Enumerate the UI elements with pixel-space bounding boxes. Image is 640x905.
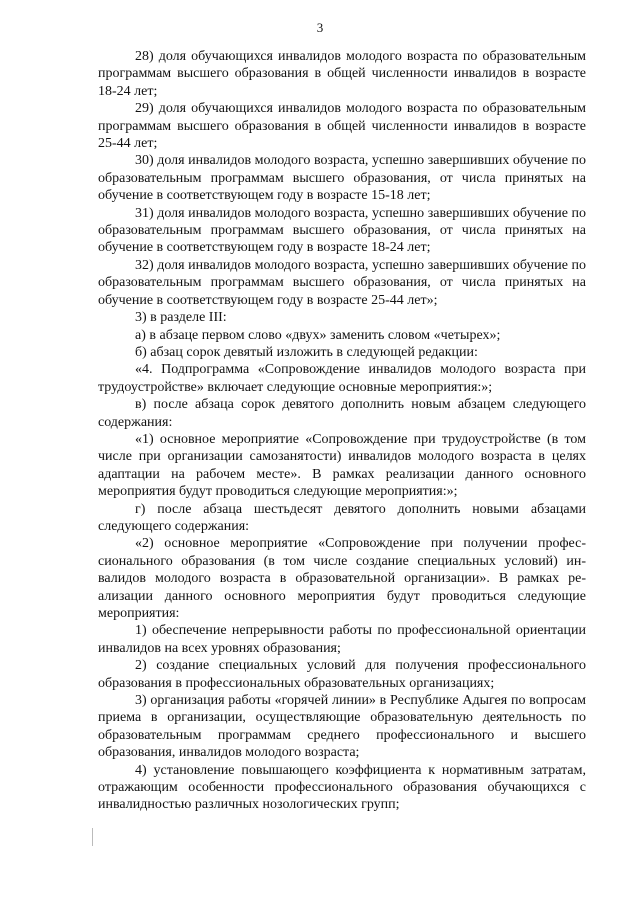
paragraph-activity-1: 1) обеспечение непрерывности работы по профессиональной ориентации инвалидов на всех уровнях образования; bbox=[98, 623, 586, 656]
page-number: 3 bbox=[316, 20, 324, 35]
paragraph-item-29: 29) доля обучающихся инвалидов молодого возраста по образовательным программам высшего образования в общей численности инвалидов в возрасте 25-44 лет; bbox=[98, 101, 586, 152]
paragraph-measure-1: «1) основное мероприятие «Сопровождение при трудоустройстве (в том числе при организации самозанятости) инвалидов молодого возраста в целях адаптации на рабочем месте». В рамках реализации данного основного мероприятия будут проводиться следующие мероприятия:»; bbox=[98, 431, 586, 500]
paragraph-item-28: 28) доля обучающихся инвалидов молодого возраста по образовательным программам высшего образования в общей численности инвалидов в возрасте 18-24 лет; bbox=[98, 49, 586, 99]
paragraph-activity-2: 2) создание специальных условий для получения профессионального образования в профессиональных образовательных организациях; bbox=[98, 658, 586, 691]
paragraph-amend-v: в) после абзаца сорок девятого дополнить новым абзацем следующего содержания: bbox=[98, 397, 586, 430]
paragraph-item-31: 31) доля инвалидов молодого возраста, успешно завершивших обучение по образовательным программам высшего образования, от числа принятых на обучение в соответствующем году в возрасте 18-24 лет; bbox=[98, 205, 586, 256]
paragraph-subprogram-4: «4. Подпрограмма «Сопровождение инвалидов молодого возраста при трудоустройстве» включает следующие основные мероприятия:»; bbox=[98, 362, 586, 395]
paragraph-item-32: 32) доля инвалидов молодого возраста, успешно завершивших обучение по образовательным программам высшего образования, от числа принятых на обучение в соответствующем году в возрасте 25-44 лет»; bbox=[98, 257, 586, 308]
paragraph-amend-b: б) абзац сорок девятый изложить в следующей редакции: bbox=[135, 344, 478, 360]
paragraph-item-30: 30) доля инвалидов молодого возраста, успешно завершивших обучение по образовательным программам высшего образования, от числа принятых на обучение в соответствующем году в возрасте 15-18 лет; bbox=[98, 153, 586, 204]
paragraph-amend-a: а) в абзаце первом слово «двух» заменить словом «четырех»; bbox=[135, 327, 501, 343]
paragraph-section-3: 3) в разделе III: bbox=[135, 310, 227, 326]
paragraph-activity-4: 4) установление повышающего коэффициента к нормативным затратам, отражающим особенности профессионального образования обучающихся с инвалидностью различных нозологических групп; bbox=[98, 762, 586, 813]
paragraph-amend-g: г) после абзаца шестьдесят девятого дополнить новыми абзацами следующего содержания: bbox=[98, 501, 586, 534]
paragraph-activity-3: 3) организация работы «горячей линии» в Республике Адыгея по вопросам приема в организации, осуществляющие образовательную деятельность по образовательным программам среднего профессионального и высшего образования, инвалидов молодого возраста; bbox=[98, 693, 586, 761]
document-body bbox=[98, 48, 586, 814]
paragraph-measure-2: «2) основное мероприятие «Сопровождение при получении профессионального образования (в том числе создание специальных условий) инвалидов молодого возраста в образовательной организации». В рамках реализации данного основного мероприятия будут проводиться следующие мероприятия: bbox=[98, 536, 586, 621]
scan-edge-mark bbox=[92, 828, 93, 846]
